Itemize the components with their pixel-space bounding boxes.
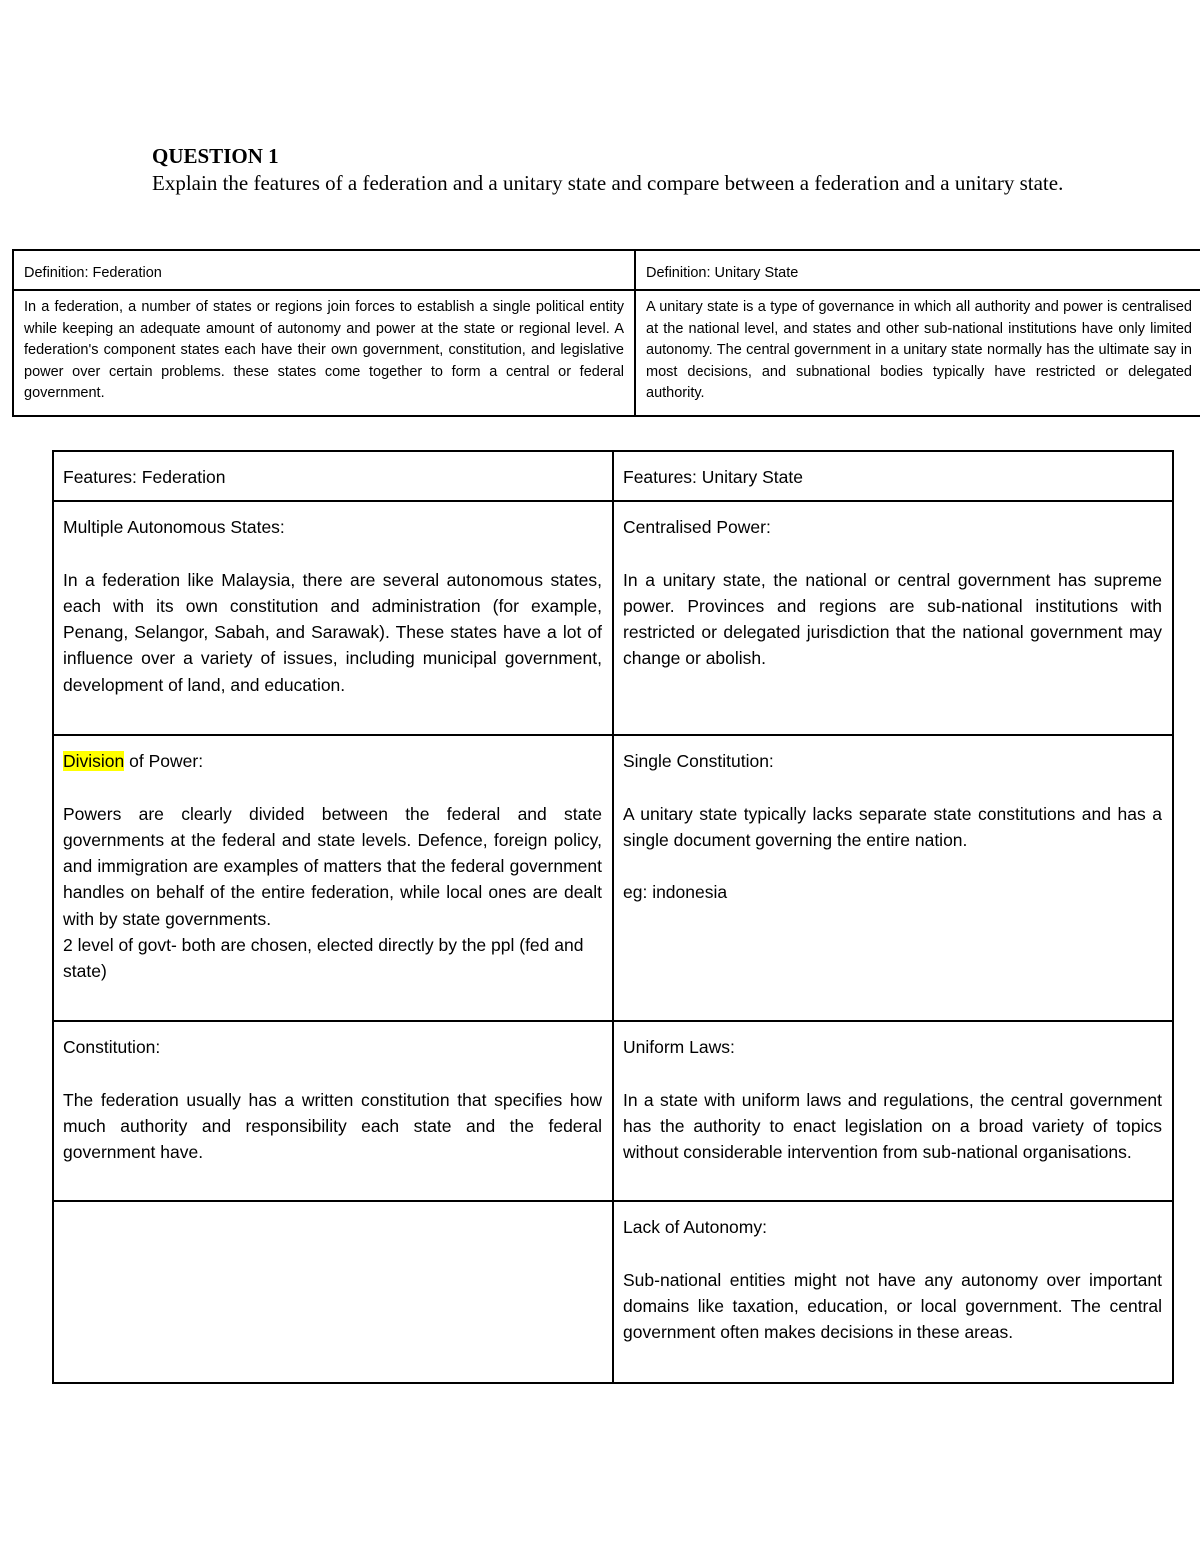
feature-text: The federation usually has a written constitution that specifies how much authority and responsibility each state and the federal government have. (63, 1089, 602, 1163)
feature-title: Single Constitution: (623, 751, 774, 772)
feature-title: Multiple Autonomous States: (63, 517, 285, 538)
definition-unitary-text: A unitary state is a type of governance in which all authority and power is centralised at the national level, and states and other sub-national institutions have only limited autonomy. The central government in a unitary state normally has the ultimate say in most decisions, and subnational bodies typically have restricted or delegated authority. (635, 290, 1200, 416)
definition-federation-text: In a federation, a number of states or regions join forces to establish a single political entity while keeping an adequate amount of autonomy and power at the state or regional level. A federation's component states each have their own government, constitution, and legislative power over certain problems. these states come together to form a central or federal government. (13, 290, 635, 416)
table-row (53, 1021, 1173, 1201)
features-federation-heading: Features: Federation (53, 451, 613, 501)
feature-title: Centralised Power: (623, 517, 771, 538)
federation-feature-cell (53, 1021, 613, 1201)
definition-header-row (13, 250, 1200, 290)
feature-example: eg: indonesia (623, 882, 728, 903)
features-table (52, 450, 1174, 1384)
feature-title (63, 748, 602, 774)
federation-feature-cell (53, 501, 613, 735)
unitary-feature-cell (613, 1021, 1173, 1201)
question-block (152, 143, 1112, 197)
feature-title-rest: of Power: (124, 751, 204, 772)
question-prompt: Explain the features of a federation and a unitary state and compare between a federation and a unitary state. (152, 171, 1064, 195)
unitary-feature-cell (613, 1201, 1173, 1383)
feature-text: Sub-national entities might not have any autonomy over important domains like taxation, education, or local government. The central government often makes decisions in these areas. (623, 1269, 1162, 1343)
federation-feature-cell (53, 735, 613, 1021)
unitary-feature-cell (613, 501, 1173, 735)
feature-text: In a state with uniform laws and regulations, the central government has the authority to enact legislation on a broad variety of topics without considerable intervention from sub-national organisations. (623, 1089, 1162, 1163)
feature-title: Uniform Laws: (623, 1037, 735, 1058)
feature-note: 2 level of govt- both are chosen, elected directly by the ppl (fed and state) (63, 935, 584, 982)
feature-text: In a federation like Malaysia, there are several autonomous states, each with its own constitution and administration (for example, Penang, Selangor, Sabah, and Sarawak). These states have a lot of influence over a variety of issues, including municipal government, development of land, and education. (63, 569, 602, 695)
question-title: QUESTION 1 (152, 144, 279, 168)
feature-text: A unitary state typically lacks separate state constitutions and has a single document governing the entire nation. (623, 803, 1162, 850)
table-row (53, 501, 1173, 735)
feature-title: Constitution: (63, 1037, 161, 1058)
unitary-feature-cell (613, 735, 1173, 1021)
definition-unitary-heading: Definition: Unitary State (635, 250, 1200, 290)
federation-feature-cell-empty (53, 1201, 613, 1383)
definition-federation-heading: Definition: Federation (13, 250, 635, 290)
feature-text: Powers are clearly divided between the federal and state governments at the federal and state levels. Defence, foreign policy, and immigration are examples of matters that the federal government handles on behalf of the entire federation, while local ones are dealt with by state governments. (63, 803, 602, 929)
definition-body-row (13, 290, 1200, 416)
features-unitary-heading: Features: Unitary State (613, 451, 1173, 501)
feature-text: In a unitary state, the national or central government has supreme power. Provinces and regions are sub-national institutions with restricted or delegated jurisdiction that the national government may change or abolish. (623, 569, 1162, 669)
features-header-row (53, 451, 1173, 501)
table-row (53, 1201, 1173, 1383)
feature-title: Lack of Autonomy: (623, 1217, 767, 1238)
definition-table (12, 249, 1200, 417)
table-row (53, 735, 1173, 1021)
highlighted-word: Division (63, 751, 125, 772)
